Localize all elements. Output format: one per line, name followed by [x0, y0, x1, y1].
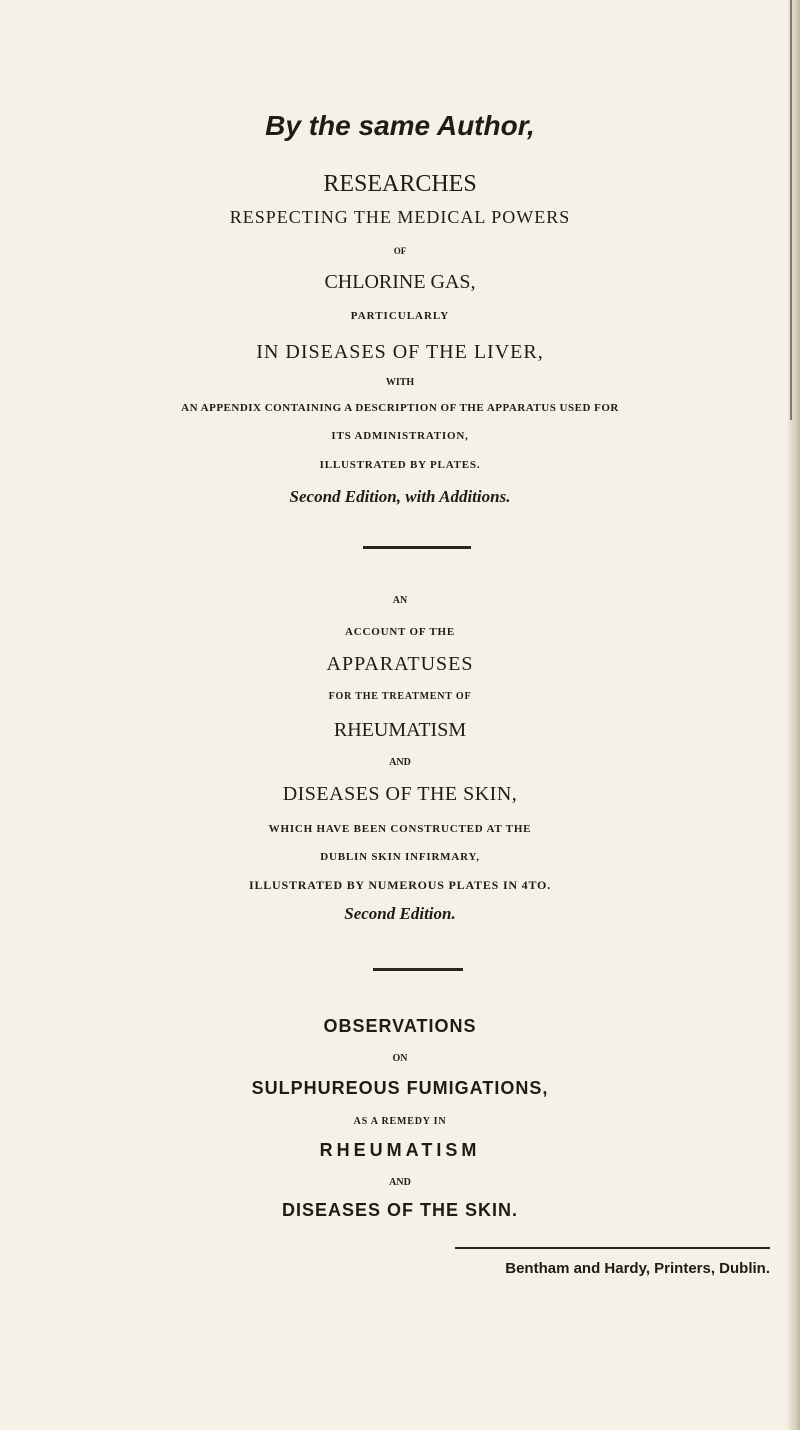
- book3-subject: SULPHUREOUS FUMIGATIONS,: [251, 1078, 549, 1098]
- book2-and: AND: [389, 757, 411, 768]
- book1-illustrated: ILLUSTRATED BY PLATES.: [319, 459, 481, 471]
- book2-illustrated: ILLUSTRATED BY NUMEROUS PLATES IN 4TO.: [248, 878, 551, 892]
- book2-infirmary: DUBLIN SKIN INFIRMARY,: [320, 851, 480, 863]
- book2-account: ACCOUNT OF THE: [344, 626, 455, 638]
- book3-as: AS A REMEDY IN: [353, 1116, 447, 1127]
- book1-of: OF: [393, 246, 407, 256]
- divider-1: [363, 546, 471, 549]
- book1-with: WITH: [385, 377, 415, 388]
- book1-diseases: IN DISEASES OF THE LIVER,: [256, 341, 544, 363]
- divider-2: [373, 968, 463, 971]
- book1-title: RESEARCHES: [323, 171, 477, 197]
- book1-appendix: AN APPENDIX CONTAINING A DESCRIPTION OF THE APPARATUS USED FOR: [181, 402, 619, 414]
- book3-rheumatism: RHEUMATISM: [319, 1140, 481, 1160]
- book3-on: ON: [392, 1053, 408, 1064]
- book1-administration: ITS ADMINISTRATION,: [331, 430, 469, 442]
- book2-subject: RHEUMATISM: [333, 719, 467, 741]
- book2-title: APPARATUSES: [326, 653, 474, 675]
- author-heading: By the same Author,: [265, 110, 535, 141]
- page-edge-line: [790, 0, 792, 420]
- imprint-rule: [455, 1247, 770, 1249]
- book2-diseases: DISEASES OF THE SKIN,: [282, 783, 518, 805]
- book2-edition: Second Edition.: [344, 904, 456, 923]
- printer-imprint: Bentham and Hardy, Printers, Dublin.: [505, 1260, 770, 1277]
- book3-and: AND: [389, 1177, 411, 1188]
- book2-for: FOR THE TREATMENT OF: [328, 691, 472, 702]
- book2-which: WHICH HAVE BEEN CONSTRUCTED AT THE: [268, 823, 532, 835]
- book1-particularly: PARTICULARLY: [350, 310, 450, 322]
- book2-an: AN: [392, 595, 408, 606]
- book1-edition: Second Edition, with Additions.: [289, 487, 511, 506]
- book1-subject: CHLORINE GAS,: [324, 271, 476, 293]
- book3-diseases: DISEASES OF THE SKIN.: [281, 1200, 519, 1220]
- book3-title: OBSERVATIONS: [323, 1016, 477, 1036]
- book1-subtitle: RESPECTING THE MEDICAL POWERS: [229, 207, 571, 227]
